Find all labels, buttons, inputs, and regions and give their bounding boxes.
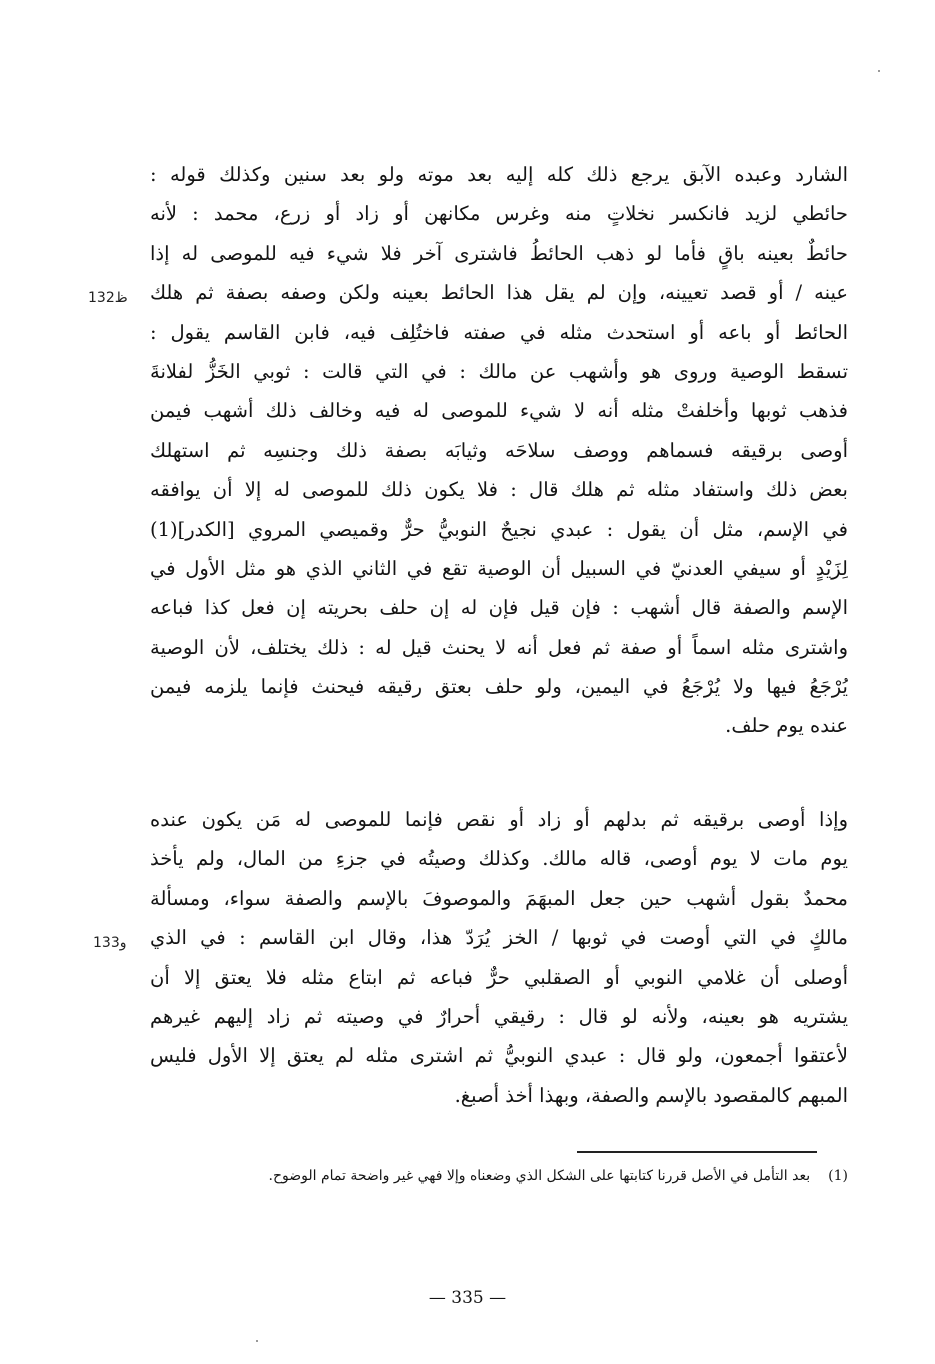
footnote-divider (577, 1151, 817, 1153)
text-line: لِزَيْدٍ أو سيفي العدنيّ في السبيل أن الوصية تقع في الثاني الذي هو مثل الأول في (150, 556, 848, 580)
text-line: عنده يوم حلف. (725, 714, 848, 738)
text-line: يوم مات لا يوم أوصى، قاله مالك. وكذلك وصيتُه في جزءِ من المال، ولم يأخذ (150, 847, 848, 871)
text-line: واشترى مثله اسماً أو صفة ثم فعل أنه لا يحنث قيل له : ذلك يختلف، لأن الوصية (150, 635, 848, 659)
text-line: يُرْجَعُ فيها ولا يُرْجَعُ في اليمين، ولو حلف بعتق رقيقه فيحنث فإنما يلزمه فيمن (150, 675, 848, 699)
manuscript-folio-note: 133و (93, 935, 127, 951)
text-line: وإذا أوصى برقيقه ثم بدلهم أو زاد أو نقص فإنما للموصى له مَن يكون عنده (150, 808, 848, 831)
text-line: أوصى برقيقه فسماهم ووصف سلاحَه وثيابَه بصفة ذلك وجنسِه ثم استهلك (150, 438, 848, 462)
text-line: محمدٌ بقول أشهب حين جعل المبهَمَ والموصوفَ بالإسم والصفة سواء، ومسألة (150, 886, 848, 910)
text-line: الحائط أو باعه أو استحدث مثله في صفته فاختُلِف فيه، فابن القاسم يقول : (150, 320, 848, 344)
footnote-text: بعد التأمل في الأصل قررنا كتابتها على الشكل الذي وضعناه وإلا فهي غير واضحة تمام الوضوح. (268, 1168, 811, 1184)
text-line: مالكٍ في التي أوصت في ثوبها / الخز يُرَدّ هذا، وقال ابن القاسم : في الذي (150, 926, 848, 950)
text-line: حائطي لزيد فانكسر نخلاتٍ منه وغرس مكانهن أو زاد أو زرع، محمد : لأنه (150, 202, 848, 226)
text-line: في الإسم، مثل أن يقول : عبدي نجيحٌ النوبيُّ حرٌّ وقميصي المروي [الكدر](1) (150, 517, 848, 541)
footnote-marker: (1) (828, 1168, 848, 1184)
manuscript-folio-note: 132ظ (88, 290, 128, 306)
scan-speck (256, 1340, 258, 1342)
page-number: — 335 — (428, 1288, 507, 1308)
text-line: حائطٌ بعينه باقٍ فأما لو ذهب الحائطُ فاشترى آخر فلا شيء فيه للموصى له إذا (150, 241, 848, 265)
main-paragraph-2 (150, 800, 848, 1115)
text-line: المبهم كالمقصود بالإسم والصفة، وبهذا أخذ أصبغ. (454, 1083, 848, 1107)
text-line: فذهب ثوبها وأخلفتْ مثله أنه لا شيء للموصى له فيه وخالف ذلك أشهب فيمن (150, 399, 848, 423)
text-line: الإسم والصفة قال أشهب : فإن قيل فإن له إن حلف بحريته إن فعل كذا فباعه (150, 596, 848, 620)
text-line: تسقط الوصية وروى هو وأشهب عن مالك : في التي قالت : ثوبي الخَزُّ لفلانةَ (150, 359, 848, 383)
text-line: الشارد وعبده الآبق يرجع ذلك كله إليه بعد موته ولو بعد سنين وكذلك قوله : (150, 163, 848, 186)
text-line: يشتريه هو بعينه، ولأنه لو قال : رقيقي أحرارٌ في وصيته ثم زاد إليهم غيرهم (150, 1004, 848, 1028)
footnote (150, 1162, 848, 1190)
text-line: أوصلى أن غلامي النوبي أو الصقلبي حرٌّ فباعه ثم ابتاع مثله فلا يعتق إلا أن (150, 965, 848, 989)
scan-speck (878, 70, 880, 72)
text-line: بعض ذلك واستفاد مثله ثم هلك قال : فلا يكون ذلك للموصى له إلا أن يوافقه (150, 478, 848, 502)
text-line: عينه / أو قصد تعيينه، وإن لم يقل هذا الحائط بعينه ولكن وصفه بصفة ثم هلك (150, 281, 848, 305)
main-paragraph-1 (150, 155, 848, 746)
text-line: لأعتقوا أجمعون، ولو قال : عبدي النوبيُّ ثم اشترى مثله لم يعتق إلا الأول فليس (150, 1044, 848, 1068)
